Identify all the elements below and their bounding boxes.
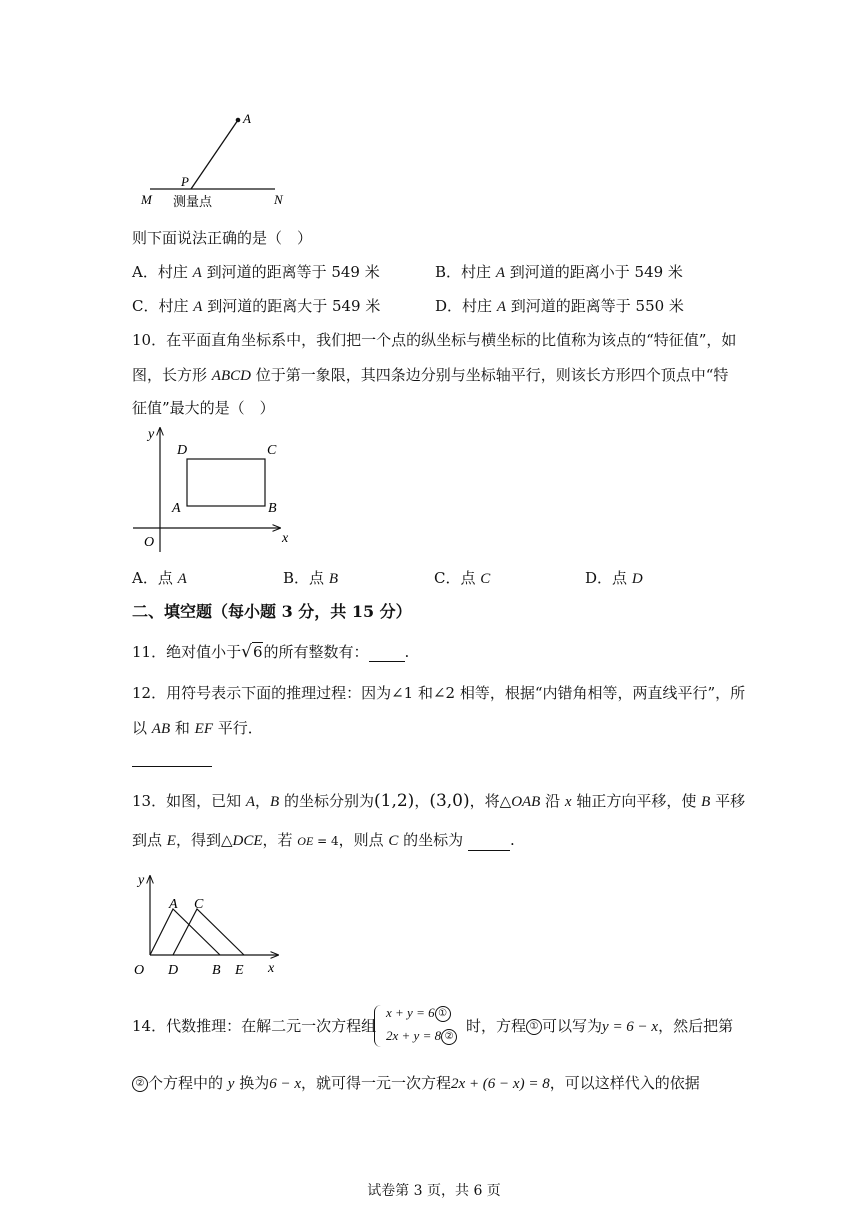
- q10-line-2: [132, 365, 728, 386]
- text: ，得到△: [175, 831, 233, 849]
- q10-option-b[interactable]: [283, 568, 338, 589]
- coord-a: (1,2): [374, 791, 415, 811]
- circled-1: ①: [526, 1019, 542, 1035]
- option-var: D: [631, 571, 643, 587]
- text: 以: [132, 719, 152, 737]
- option-var: B: [328, 571, 338, 587]
- label-d: D: [177, 443, 188, 458]
- var: A: [245, 794, 256, 810]
- label-c: C: [267, 443, 277, 458]
- var: x: [564, 794, 572, 810]
- q12-answer-blank[interactable]: [132, 766, 212, 767]
- q14-line-1-end: [466, 1016, 733, 1037]
- label-m: M: [141, 192, 152, 207]
- coord-b: (3,0): [429, 791, 470, 811]
- triangle-dce: [173, 909, 244, 955]
- q9-stem: 则下面说法正确的是（ ）: [132, 229, 313, 247]
- radicand: 6: [252, 643, 263, 661]
- option-var: C: [480, 571, 491, 587]
- figure-q9: [135, 105, 295, 215]
- option-text: 点: [460, 569, 481, 587]
- label-a: A: [172, 501, 181, 516]
- text: 图，长方形: [132, 366, 212, 384]
- text: 时，方程: [466, 1017, 527, 1035]
- circled-2: ②: [132, 1076, 148, 1092]
- text: 沿: [540, 792, 565, 810]
- text: 和: [170, 719, 195, 737]
- label-p: P: [181, 174, 189, 189]
- text: ，: [414, 792, 430, 810]
- text: ，则点: [338, 831, 389, 849]
- text: 可以写为: [542, 1017, 603, 1035]
- label-b: B: [212, 963, 221, 978]
- text: ，将△: [469, 792, 512, 810]
- text: 到点: [132, 831, 167, 849]
- brace: [374, 1005, 382, 1047]
- option-letter: D．: [585, 569, 613, 587]
- var-ab: AB: [151, 721, 171, 737]
- option-text: 点: [157, 569, 178, 587]
- var: OE: [297, 834, 314, 848]
- label-y: y: [148, 427, 155, 442]
- option-text: 到河道的距离等于 550 米: [505, 297, 684, 315]
- var: E: [166, 833, 176, 849]
- answer-blank[interactable]: [468, 836, 510, 851]
- text: .: [509, 831, 515, 849]
- text: ，: [255, 792, 271, 810]
- q9-option-b[interactable]: [435, 262, 683, 283]
- q12-line-1: 12．用符号表示下面的推理过程：因为∠1 和∠2 相等，根据“内错角相等，两直线平行”，所: [132, 684, 746, 702]
- text: 平行．: [212, 719, 263, 737]
- option-text: 村庄: [157, 263, 193, 281]
- answer-blank[interactable]: [369, 647, 405, 662]
- expr: y = 6 − x: [602, 1019, 659, 1035]
- option-letter: A．: [132, 263, 158, 281]
- option-var: A: [177, 571, 187, 587]
- q11: [132, 642, 409, 662]
- equation-1: [386, 1003, 451, 1024]
- label-x: x: [268, 961, 275, 976]
- option-text: 村庄: [158, 297, 194, 315]
- var-ef: EF: [194, 721, 213, 737]
- label-e: E: [235, 963, 244, 978]
- point-a: [236, 118, 241, 123]
- label-measure-point: 测量点: [173, 194, 213, 209]
- option-letter: A．: [132, 569, 158, 587]
- text: ，若: [262, 831, 298, 849]
- label-o: O: [144, 535, 155, 550]
- eq-text: x + y = 6: [386, 1005, 435, 1020]
- q10-option-d[interactable]: [585, 568, 643, 589]
- text: .: [404, 643, 410, 661]
- text: = 4: [313, 834, 339, 848]
- q14-line-2: [132, 1073, 700, 1094]
- rectangle-abcd: [187, 459, 265, 506]
- label-d: D: [168, 963, 179, 978]
- option-text: 点: [612, 569, 632, 587]
- option-text: 到河道的距离大于 549 米: [202, 297, 381, 315]
- var: OAB: [511, 794, 541, 810]
- text: 位于第一象限，其四条边分别与坐标轴平行，则该长方形四个顶点中“特: [250, 366, 729, 384]
- option-text: 点: [309, 569, 329, 587]
- option-text: 村庄: [462, 297, 497, 315]
- q13-line-2: [132, 830, 515, 851]
- option-var: A: [192, 265, 202, 281]
- q12-line-2: [132, 718, 263, 739]
- option-text: 村庄: [461, 263, 496, 281]
- option-text: 到河道的距离小于 549 米: [504, 263, 683, 281]
- text: 平移: [710, 792, 746, 810]
- option-text: 到河道的距离等于 549 米: [201, 263, 380, 281]
- expr: 2x + (6 − x) = 8: [451, 1076, 550, 1092]
- var: B: [701, 794, 711, 810]
- option-letter: B．: [435, 263, 462, 281]
- text: 换为: [234, 1074, 270, 1092]
- text: 的坐标为: [398, 831, 468, 849]
- var-y: y: [227, 1076, 235, 1092]
- text: 13．如图，已知: [132, 792, 246, 810]
- option-letter: D．: [435, 297, 463, 315]
- q9-option-c[interactable]: [132, 296, 380, 317]
- q9-option-d[interactable]: [435, 296, 684, 317]
- option-var: A: [496, 299, 506, 315]
- circled-1: ①: [435, 1006, 451, 1022]
- text: ，就可得一元一次方程: [301, 1074, 452, 1092]
- equation-2: [386, 1026, 457, 1047]
- option-var: A: [495, 265, 505, 281]
- label-n: N: [274, 192, 283, 207]
- q10-line-3: 征值”最大的是（ ）: [132, 399, 275, 417]
- option-var: A: [193, 299, 203, 315]
- text: ，可以这样代入的依据: [549, 1074, 700, 1092]
- label-b: B: [268, 501, 277, 516]
- eq-text: 2x + y = 8: [386, 1028, 442, 1043]
- figure-q10: [128, 422, 308, 557]
- q13-line-1: [132, 791, 745, 812]
- label-y: y: [138, 873, 145, 888]
- var: DCE: [232, 833, 263, 849]
- q9-option-a[interactable]: [132, 262, 380, 283]
- q10-line-1: 10．在平面直角坐标系中，我们把一个点的纵坐标与横坐标的比值称为该点的“特征值”，如: [132, 331, 737, 349]
- section-title-fill-in: 二、填空题（每小题 3 分，共 15 分）: [132, 602, 412, 621]
- label-x: x: [282, 531, 289, 546]
- text: ，然后把第: [658, 1017, 734, 1035]
- var-abcd: ABCD: [211, 368, 251, 384]
- label-c: C: [194, 897, 204, 912]
- q10-option-a[interactable]: [132, 568, 187, 589]
- circled-2: ②: [441, 1029, 457, 1045]
- figure-q13: [128, 866, 288, 981]
- label-o: O: [134, 963, 145, 978]
- text: 的所有整数有：: [263, 643, 369, 661]
- text: 11．绝对值小于: [132, 643, 242, 661]
- sqrt-sign: √: [241, 642, 252, 662]
- page-footer: 试卷第 3 页，共 6 页: [367, 1183, 501, 1199]
- var: B: [270, 794, 280, 810]
- label-a: A: [169, 897, 178, 912]
- var: C: [388, 833, 399, 849]
- option-letter: B．: [283, 569, 310, 587]
- segment-pa: [191, 120, 238, 189]
- option-letter: C．: [434, 569, 461, 587]
- q14-line-1-start: 14．代数推理：在解二元一次方程组: [132, 1017, 377, 1035]
- text: 轴正方向平移，使: [571, 792, 702, 810]
- label-a: A: [243, 111, 251, 126]
- q10-option-c[interactable]: [434, 568, 490, 589]
- text: 个方程中的: [148, 1074, 228, 1092]
- expr: 6 − x: [269, 1076, 302, 1092]
- option-letter: C．: [132, 297, 159, 315]
- text: 的坐标分别为: [279, 792, 374, 810]
